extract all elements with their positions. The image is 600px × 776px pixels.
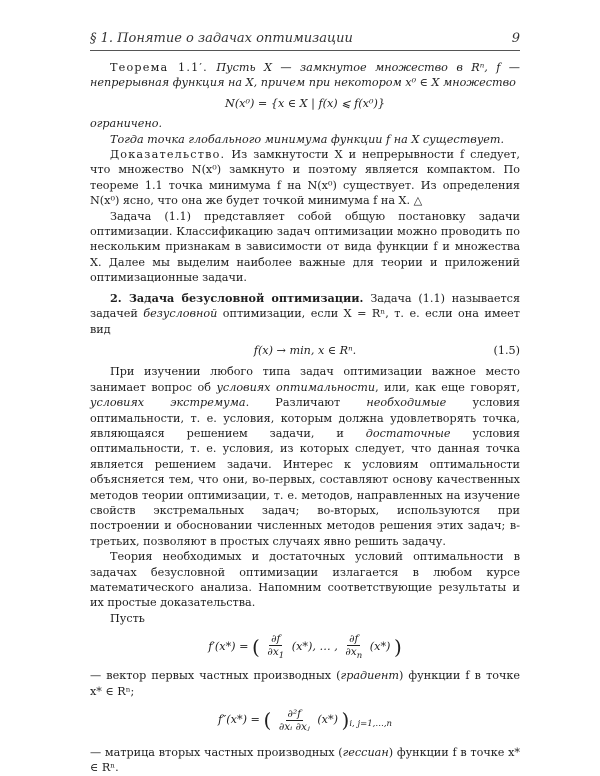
gradient-desc-a: — вектор первых частных производных ( — [90, 669, 341, 683]
gradient-den2: ∂x — [345, 645, 357, 658]
hessian-tail: (x*) — [317, 713, 338, 727]
gradient-numerator-2: ∂f — [349, 632, 359, 645]
conditions-paragraph — [90, 364, 520, 549]
gradient-tail: (x*) — [369, 640, 391, 654]
conditions-emphasis-4: достаточные — [365, 426, 451, 440]
let-word: Пусть — [110, 611, 145, 625]
hessian-close-paren: ) — [341, 708, 350, 733]
gradient-fraction-1 — [265, 633, 286, 662]
header-rule — [90, 50, 520, 51]
gradient-lhs: f′(x*) = — [208, 640, 249, 654]
hessian-desc-emphasis: гессиан — [342, 746, 389, 760]
proof-paragraph — [90, 147, 520, 209]
gradient-desc-emphasis: градиент — [340, 669, 399, 683]
hessian-fraction — [277, 708, 312, 733]
conditions-text-3: . Различают — [245, 396, 341, 410]
section-2-text-a: Задача (1.1) называется задачей — [90, 291, 520, 321]
proof-label: Доказательство. — [110, 148, 226, 162]
conditions-text-5: условия оптимальности, т. е. условия, из которых следует, что данная точка является решением задачи. Интерес к условиям оптимальности объясняется тем, что они, во-первых, составляют основу качественных методов теории оптимизации, т. е. методов, направленных на изучение свойств экстремальных задач; во-вторых, используются при построении и обосновании численных методов решения этих задач; в-третьих, позволяют в простых случаях явно решить задачу. — [90, 426, 520, 548]
theorem-statement — [90, 60, 520, 91]
conditions-emphasis-3: необходимые — [366, 396, 447, 410]
open-paren: ( — [252, 635, 260, 660]
theorem-bounded: ограничено. — [90, 117, 163, 131]
running-header — [90, 31, 520, 46]
conditions-emphasis-1: условиях оптимальности — [216, 380, 376, 394]
hessian-open-paren: ( — [263, 708, 272, 733]
hessian-lhs: f″(x*) = — [217, 713, 260, 727]
theorem-conclusion: Тогда точка глобального минимума функции f на X существует. — [110, 132, 505, 146]
gradient-den2-sub: n — [356, 650, 363, 661]
theorem-text: Пусть X — замкнутое множество в Rⁿ, f — непрерывная функция на X, причем при некотором x⁰ ∈ X множество — [90, 61, 520, 90]
task-paragraph: Задача (1.1) представляет собой общую постановку задачи оптимизации. Классификацию задач оптимизации можно проводить по нескольким признакам в зависимости от вида функции f и множества X. Далее мы выделим наиболее важные для теории и приложений оптимизационные задачи. — [90, 209, 520, 285]
conditions-text-1: При изучении любого типа задач оптимизации важное место занимает вопрос об — [90, 365, 520, 394]
hessian-numerator: ∂²f — [287, 707, 302, 720]
equation-1-5 — [90, 343, 520, 358]
gradient-middle: (x*), … , — [291, 640, 338, 654]
close-paren: ) — [393, 635, 402, 660]
gradient-den1-sub: 1 — [278, 650, 285, 661]
gradient-denominator-2 — [343, 646, 364, 662]
hessian-desc-b: ) функции f в точке x* ∈ Rⁿ. — [90, 746, 520, 775]
theorem-label: Теорема 1.1′. — [110, 61, 208, 74]
header-title: § 1. Понятие о задачах оптимизации — [90, 31, 353, 46]
section-2-heading: 2. Задача безусловной оптимизации. — [110, 290, 364, 305]
gradient-desc-b: ) функции f в точке x* ∈ Rⁿ; — [90, 669, 521, 698]
gradient-fraction-2 — [343, 633, 364, 662]
theorem-formula: N(x⁰) = {x ∈ X | f(x) ⩽ f(x⁰)} — [225, 96, 385, 110]
hessian-desc-a: — матрица вторых частных производных ( — [90, 746, 343, 760]
conditions-text-4: условия оптимальности, т. е. условия, которым должна удовлетворять точка, являющаяся решением задачи, и — [90, 396, 520, 440]
section-2-paragraph — [90, 291, 520, 337]
hessian-formula — [90, 705, 520, 739]
gradient-numerator-1: ∂f — [271, 632, 281, 645]
proof-text: Из замкнутости X и непрерывности f следует, что множество N(x⁰) замкнуто и поэтому является компактом. По теореме 1.1 точка минимума f на N(x⁰) существует. Из определения N(x⁰) ясно, что она же будет точкой минимума f на X. △ — [90, 148, 520, 208]
section-2-emphasis: безусловной — [143, 307, 218, 321]
section-2-text-b: оптимизации, если X = Rⁿ, т. е. если она имеет вид — [90, 307, 520, 336]
hessian-denominator: ∂xᵢ ∂xⱼ — [278, 720, 310, 733]
page-number: 9 — [511, 31, 520, 46]
hessian-subscript: i, j=1,…,n — [349, 719, 392, 730]
gradient-denominator-1 — [265, 646, 286, 662]
equation-1-5-formula: f(x) → min, x ∈ Rⁿ. — [253, 343, 357, 357]
conditions-emphasis-2: условиях экстремума — [90, 396, 246, 410]
gradient-den1: ∂x — [267, 645, 279, 658]
gradient-description — [90, 668, 520, 699]
conditions-text-2: , или, как еще говорят, — [375, 380, 520, 394]
theory-paragraph: Теория необходимых и достаточных условий оптимальности в задачах безусловной оптимизации излагается в любом курсе математического анализа. Напомним соответствующие результаты и их простые доказательства. — [90, 550, 520, 610]
equation-1-5-number: (1.5) — [493, 343, 520, 357]
gradient-formula — [90, 632, 520, 662]
page-body — [90, 60, 520, 776]
